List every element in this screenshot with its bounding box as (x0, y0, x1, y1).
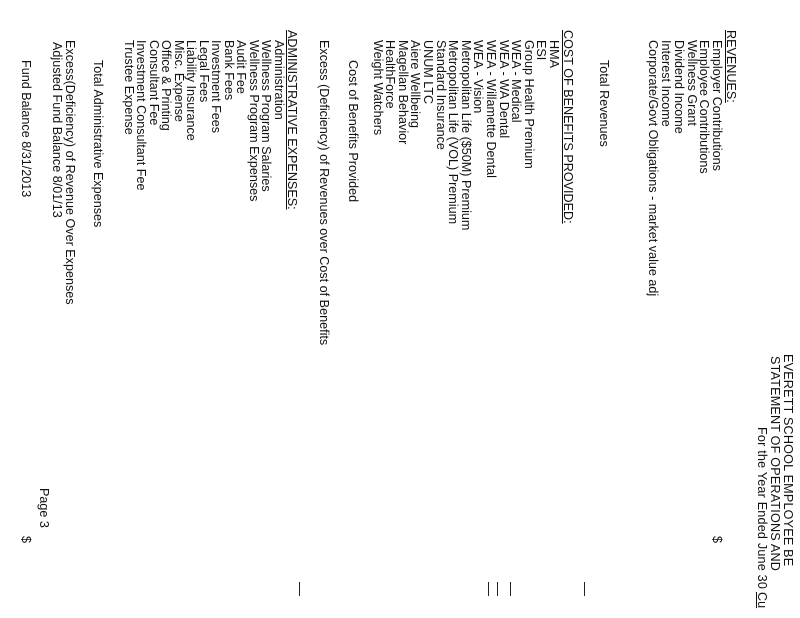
benefit-line-item: HMA (547, 40, 561, 68)
benefit-line-item: WEA - Vision (471, 40, 486, 114)
expense-line-item: Consultant Fee (147, 40, 161, 126)
benefit-line-item: ESI (534, 40, 549, 61)
benefit-line-item: Magellan Behavior (395, 40, 410, 145)
benefit-line-item: Standard Insurance (433, 40, 448, 150)
expense-line-item: Investment Consultant Fee (134, 40, 149, 191)
benefit-line-item: UNUM LTC (421, 40, 435, 105)
benefit-line-item: Aiere Wellbeing (408, 40, 423, 128)
report-period: For the Year Ended June 30 (755, 427, 769, 590)
currency-symbol-revenues: $ (710, 536, 724, 544)
revenue-line-item: Employee Contributions (697, 40, 712, 174)
benefit-line-item: WEA - WA Dental (496, 40, 511, 139)
subtotal-rule (584, 582, 585, 596)
benefit-line-item: HealthForce (383, 40, 398, 109)
benefit-line-item: Weight Watchers (370, 40, 385, 136)
expense-line-item: Wellness Program Expenses (247, 40, 261, 202)
revenue-line-item: Interest Income (659, 40, 674, 127)
cost-of-benefits-heading: COST OF BENEFITS PROVIDED: (561, 30, 575, 224)
revenues-total-label: Total Revenues (597, 60, 611, 147)
revenue-line-item: Dividend Income (671, 40, 686, 134)
revenue-line-item: Employer Contributions (710, 40, 724, 171)
report-subtitle: STATEMENT OF OPERATIONS AND (768, 356, 782, 572)
expense-line-item: Bank Fees (222, 40, 236, 101)
revenue-line-item: Wellness Grant (684, 40, 699, 126)
expense-line-item: Wellness Program Salaries (259, 40, 274, 192)
expense-line-item: Legal Fees (197, 40, 211, 103)
expense-line-item: Office & Printing (159, 40, 174, 131)
benefit-line-item: WEA - Willamette Dental (484, 40, 498, 178)
expense-line-item: Liability Insurance (184, 40, 199, 141)
benefit-line-item: Metropolitan Life ($50M) Premium (458, 40, 473, 231)
subtotal-rule (488, 582, 489, 596)
administrative-heading: ADMINISTRATIVE EXPENSES: (285, 30, 299, 210)
benefit-line-item: WEA - Medical (509, 40, 524, 123)
page-number: Page 3 (37, 488, 52, 528)
subtotal-rule (497, 582, 498, 596)
excess-revenues-label: Excess (Deficiency) of Revenues over Cost of Benefits (317, 40, 331, 346)
expense-line-item: Investment Fees (209, 40, 224, 134)
expense-line-item: Administration (272, 40, 286, 120)
revenues-heading: REVENUES: (724, 30, 738, 103)
administrative-total-label: Total Administrative Expenses (91, 60, 106, 228)
currency-symbol-fund-balance: $ (19, 536, 34, 544)
subtotal-rule (299, 582, 300, 596)
revenue-line-item: Corporate/Govt Obligations - market value adj (646, 40, 661, 297)
cost-of-benefits-total-label: Cost of Benefits Provided (346, 60, 360, 203)
excess-expenses-label: Excess(Deficiency) of Revenue Over Expenses (63, 40, 78, 305)
report-title: EVERETT SCHOOL EMPLOYEE BE (781, 354, 795, 567)
benefit-line-item: Group Health Premium (521, 40, 536, 169)
column-heading: Cu (755, 592, 769, 609)
benefit-line-item: Metropolitan Life (VOL) Premium (446, 40, 461, 225)
expense-line-item: Trustee Expense (122, 40, 136, 135)
expense-line-item: Audit Fee (234, 40, 249, 94)
adjusted-fund-balance-label: Adjusted Fund Balance 8/01/13 (50, 42, 65, 218)
expense-line-item: Misc. Expense (172, 40, 186, 122)
fund-balance-label: Fund Balance 8/31/2013 (19, 60, 34, 198)
subtotal-rule (510, 582, 511, 596)
